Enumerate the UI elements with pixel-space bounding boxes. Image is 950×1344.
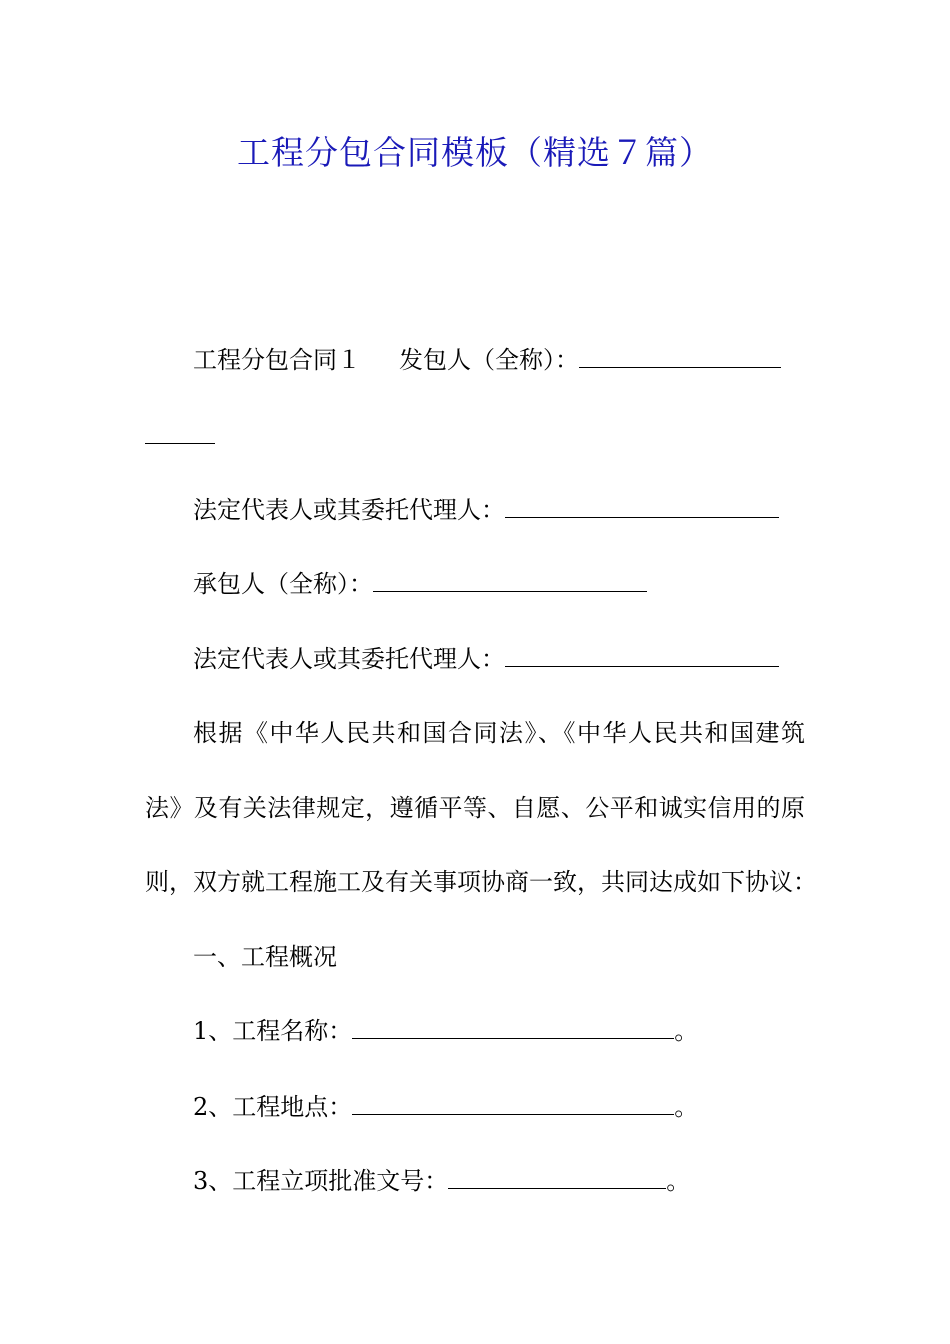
employer-rep-label: 法定代表人或其委托代理人： xyxy=(193,496,505,524)
end-mark: 。 xyxy=(674,1017,699,1045)
preamble-line-2: 法》及有关法律规定，遵循平等、自愿、公平和诚实信用的原 xyxy=(145,794,805,822)
contractor-rep-line xyxy=(193,639,779,679)
end-mark: 。 xyxy=(666,1167,691,1195)
contractor-line xyxy=(193,564,647,604)
approval-number-label: 3、工程立项批准文号： xyxy=(193,1167,449,1195)
contract-label: 工程分包合同１ xyxy=(193,346,361,374)
contract-line-employer xyxy=(193,340,781,380)
employer-name-field[interactable] xyxy=(579,343,781,368)
approval-number-field[interactable] xyxy=(448,1164,666,1189)
employer-rep-line xyxy=(193,490,779,530)
project-location-line xyxy=(193,1087,698,1127)
employer-label: 发包人（全称）： xyxy=(399,346,579,374)
contractor-label: 承包人（全称）： xyxy=(193,570,373,598)
project-location-label: 2、工程地点： xyxy=(193,1093,353,1121)
employer-name-field-continued xyxy=(145,416,215,456)
project-name-field[interactable] xyxy=(352,1014,674,1039)
project-name-line xyxy=(193,1011,698,1051)
preamble-line-3: 则，双方就工程施工及有关事项协商一致，共同达成如下协议： xyxy=(145,868,817,896)
employer-rep-field[interactable] xyxy=(505,493,779,518)
project-location-field[interactable] xyxy=(352,1090,674,1115)
contractor-rep-field[interactable] xyxy=(505,642,779,667)
contractor-rep-label: 法定代表人或其委托代理人： xyxy=(193,645,505,673)
page-title: 工程分包合同模板（精选７篇） xyxy=(237,133,713,172)
approval-number-line xyxy=(193,1161,690,1201)
section-heading: 一、工程概况 xyxy=(193,943,337,971)
employer-name-field-tail[interactable] xyxy=(145,419,215,444)
end-mark: 。 xyxy=(674,1093,699,1121)
preamble-line-1: 根据《中华人民共和国合同法》、《中华人民共和国建筑 xyxy=(193,719,805,747)
contractor-name-field[interactable] xyxy=(373,567,647,592)
project-name-label: 1、工程名称： xyxy=(193,1017,353,1045)
